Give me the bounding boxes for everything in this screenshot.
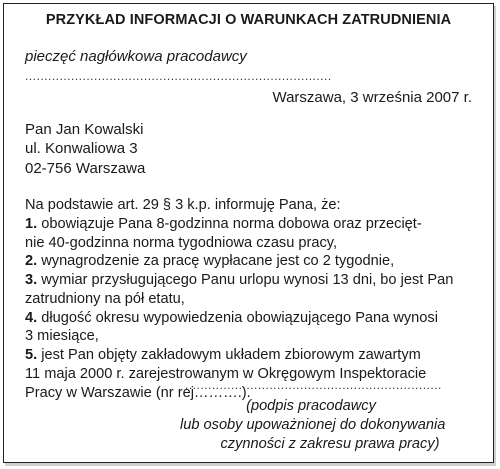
item-2-line-1: 2. wynagrodzenie za pracę wypłacane jest co 2 tygodnie, [25,253,395,269]
item-1-line-2: nie 40-godzinna norma tygodniowa czasu pracy, [25,235,338,251]
item-1-line-1: 1. obowiązuje Pana 8-godzinna norma dobowa oraz przecięt- [25,216,422,232]
item-5-line-3: Pracy w Warszawie (nr rej……….). [25,385,251,401]
item-4-line-1: 4. długość okresu wypowiedzenia obowiązującego Pana wynosi [25,310,438,326]
signature-line-2: lub osoby upoważnionej do dokonywania [180,417,446,433]
signature-line-1: (podpis pracodawcy [246,398,376,414]
address-line-street: ul. Konwaliowa 3 [25,140,138,157]
address-line-name: Pan Jan Kowalski [25,121,144,138]
item-5-number: 5. [25,347,38,363]
item-5-line-2: 11 maja 2000 r. zarejestrowanym w Okręgowym Inspektoracie [25,366,427,382]
document-title: PRZYKŁAD INFORMACJI O WARUNKACH ZATRUDNIENIA [45,12,452,28]
date-line: Warszawa, 3 września 2007 r. [272,89,472,106]
item-1-number: 1. [25,216,38,232]
stamp-label: pieczęć nagłówkowa pracodawcy [25,48,247,65]
signature-dotted-line: ................................................................... [185,378,442,392]
item-2-number: 2. [25,253,38,269]
item-3-number: 3. [25,272,38,288]
item-3-line-1: 3. wymiar przysługującego Panu urlopu wynosi 13 dni, bo jest Pan [25,272,454,288]
address-line-postal: 02-756 Warszawa [25,160,146,177]
item-4-number: 4. [25,310,38,326]
signature-line-3: czynności z zakresu prawa pracy) [220,436,440,452]
item-3-line-2: zatrudniony na pół etatu, [25,291,185,307]
item-4-line-2: 3 miesiące, [25,328,99,344]
item-5-line-1: 5. jest Pan objęty zakładowym układem zbiorowym zawartym [25,347,421,363]
intro-text: Na podstawie art. 29 § 3 k.p. informuję Pana, że: [25,197,341,213]
stamp-dotted-line: ................................................................................ [25,69,332,83]
